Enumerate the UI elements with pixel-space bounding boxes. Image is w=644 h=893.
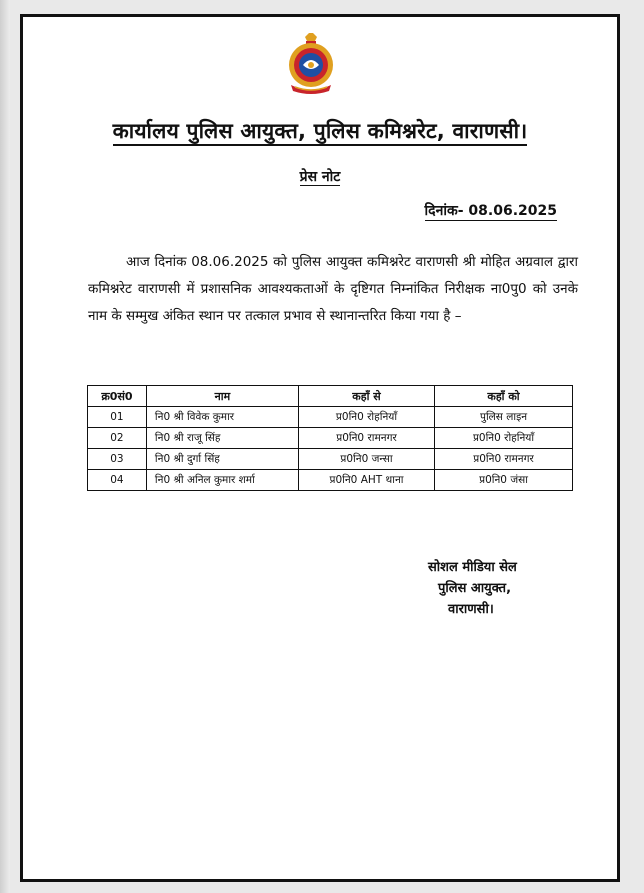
- header-to: कहाँ को: [435, 386, 573, 407]
- transfer-table: [87, 385, 573, 491]
- cell-serial: 01: [88, 407, 147, 428]
- signature-line-3: वाराणसी।: [448, 602, 494, 617]
- table-row: [88, 407, 573, 428]
- cell-name: नि0 श्री दुर्गा सिंह: [146, 449, 298, 470]
- table-row: [88, 470, 573, 491]
- cell-name: नि0 श्री विवेक कुमार: [146, 407, 298, 428]
- cell-to: प्र0नि0 जंसा: [435, 470, 573, 491]
- press-note-heading: [23, 167, 617, 186]
- cell-serial: 04: [88, 470, 147, 491]
- cell-from: प्र0नि0 रोहनियाँ: [298, 407, 434, 428]
- cell-serial: 02: [88, 428, 147, 449]
- page-shadow: [0, 0, 10, 893]
- cell-name: नि0 श्री राजू सिंह: [146, 428, 298, 449]
- table-header-row: [88, 386, 573, 407]
- header-name: नाम: [146, 386, 298, 407]
- signature-line-2: पुलिस आयुक्त,: [438, 581, 512, 596]
- uttar-pradesh-police-emblem-icon: [283, 31, 339, 95]
- cell-name: नि0 श्री अनिल कुमार शर्मा: [146, 470, 298, 491]
- cell-to: प्र0नि0 रामनगर: [435, 449, 573, 470]
- table-row: [88, 428, 573, 449]
- cell-from: प्र0नि0 रामनगर: [298, 428, 434, 449]
- signature-block: [428, 557, 588, 620]
- body-paragraph: आज दिनांक 08.06.2025 को पुलिस आयुक्त कमिश्नरेट वाराणसी श्री मोहित अग्रवाल द्वारा कमिश्नरेट वाराणसी में प्रशासनिक आवश्यकताओं के दृष्टिगत निम्नांकित निरीक्षक ना0पु0 को उनके नाम के सम्मुख अंकित स्थान पर तत्काल प्रभाव से स्थानान्तरित किया गया है –: [88, 254, 578, 324]
- cell-to: पुलिस लाइन: [435, 407, 573, 428]
- header-from: कहाँ से: [298, 386, 434, 407]
- press-note-text: प्रेस नोट: [299, 169, 341, 185]
- press-note-document: [20, 14, 620, 882]
- cell-serial: 03: [88, 449, 147, 470]
- cell-to: प्र0नि0 रोहनियाँ: [435, 428, 573, 449]
- cell-from: प्र0नि0 जन्सा: [298, 449, 434, 470]
- cell-from: प्र0नि0 AHT थाना: [298, 470, 434, 491]
- date: दिनांक- 08.06.2025: [424, 203, 557, 219]
- office-title-text: कार्यालय पुलिस आयुक्त, पुलिस कमिश्नरेट, वाराणसी।: [113, 119, 528, 146]
- table-row: [88, 449, 573, 470]
- signature-line-1: सोशल मीडिया सेल: [428, 560, 517, 575]
- header-serial: क्र0सं0: [88, 386, 147, 407]
- office-title: [23, 117, 617, 145]
